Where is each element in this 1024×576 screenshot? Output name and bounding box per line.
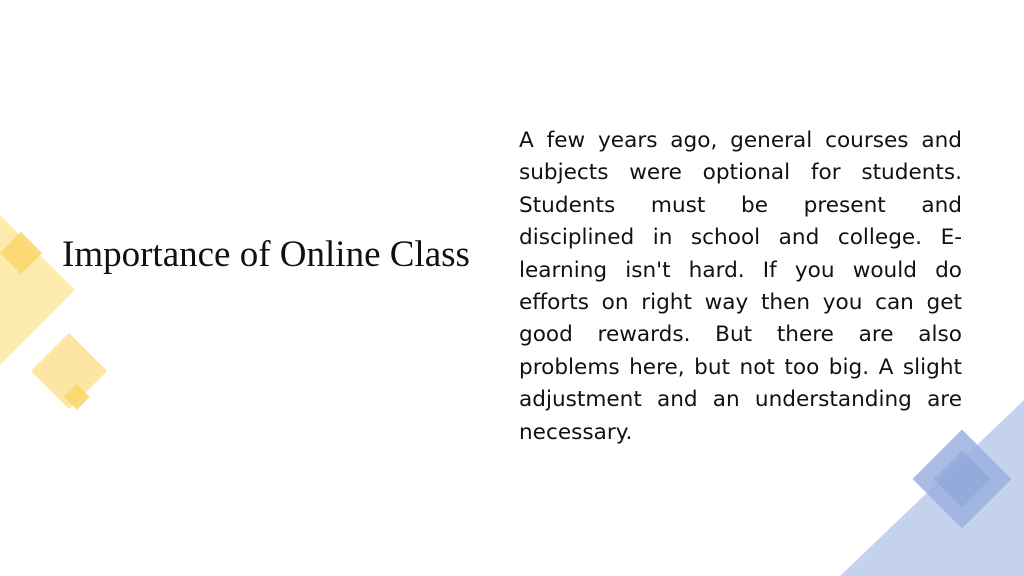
slide-title: Importance of Online Class [62, 234, 470, 275]
slide-body-text: A few years ago, general courses and subjects were optional for students. Students must be present and disciplined in school and college. E-learning isn't hard. If you would do efforts on right way then you can get good rewards. But there are also problems here, but not too big. A slight adjustment and an understanding are necessary. [519, 128, 962, 445]
